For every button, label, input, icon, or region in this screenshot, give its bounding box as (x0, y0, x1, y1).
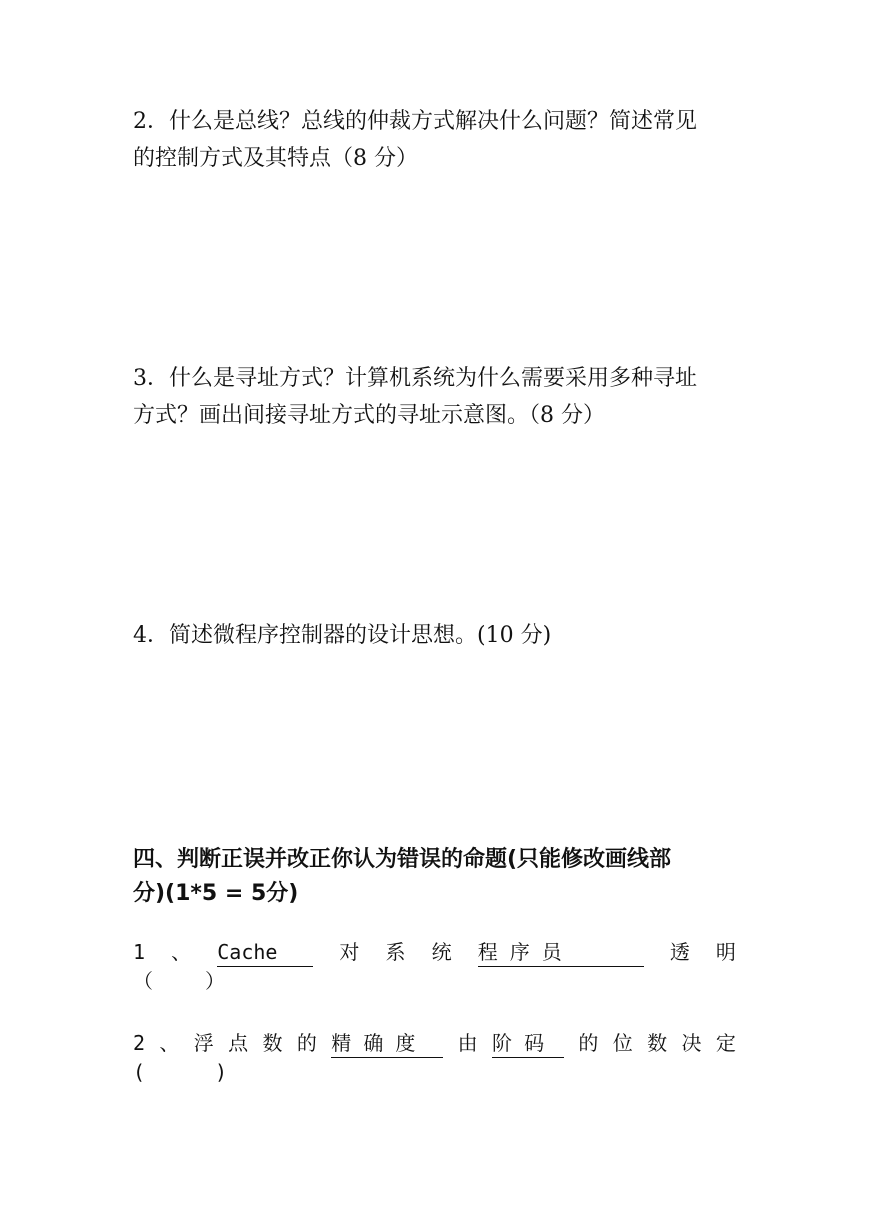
section-4-heading-line-1: 四、判断正误并改正你认为错误的命题(只能修改画线部 (133, 847, 672, 872)
section-4-heading-line-2: 分)(1*5 = 5分) (133, 881, 299, 906)
underlined-term-text: Cache (217, 940, 278, 964)
underlined-term (331, 1029, 443, 1058)
question-2-line-2: 的控制方式及其特点（8 分） (133, 146, 418, 171)
underlined-char: 精 (331, 1031, 352, 1055)
statement-char: 由 (457, 1031, 478, 1055)
section-4-heading (133, 843, 743, 911)
statement-char: 透 (669, 940, 690, 964)
underlined-char: 程 (477, 940, 498, 964)
item-2-statement (133, 1029, 736, 1058)
item-number: 1 (133, 940, 146, 964)
question-2-line-1: 2．什么是总线？总线的仲裁方式解决什么问题？简述常见 (133, 109, 697, 134)
question-4-line-1: 4．简述微程序控制器的设计思想。(10 分) (133, 623, 552, 648)
underlined-char: 确 (363, 1031, 384, 1055)
statement-char: 对 (339, 940, 360, 964)
underlined-char: 码 (524, 1031, 545, 1055)
statement-char: 的 (578, 1031, 599, 1055)
paren-open: ( (133, 1060, 146, 1084)
underlined-term (478, 938, 644, 967)
statement-char: 数 (262, 1031, 283, 1055)
underlined-char: 阶 (492, 1031, 513, 1055)
question-3 (133, 360, 736, 434)
statement-char: 决 (681, 1031, 702, 1055)
statement-char: 浮 (193, 1031, 214, 1055)
underlined-term (217, 938, 313, 967)
question-4 (133, 617, 736, 654)
statement-char: 定 (715, 1031, 736, 1055)
question-3-line-1: 3．什么是寻址方式？计算机系统为什么需要采用多种寻址 (133, 366, 697, 391)
answer-blank (133, 967, 736, 995)
item-1-statement (133, 938, 736, 967)
item-separator: 、 (171, 940, 192, 964)
true-false-item-1 (133, 938, 736, 995)
underlined-term (492, 1029, 564, 1058)
underlined-char: 度 (395, 1031, 416, 1055)
statement-char: 统 (431, 940, 452, 964)
question-2 (133, 103, 736, 177)
answer-blank (133, 1058, 736, 1086)
statement-char: 系 (385, 940, 406, 964)
paren-open: （ (133, 969, 153, 993)
item-number: 2 (133, 1031, 146, 1055)
paren-close: ） (205, 969, 225, 993)
statement-char: 数 (647, 1031, 668, 1055)
paren-close: ) (215, 1060, 228, 1084)
question-3-line-2: 方式？画出间接寻址方式的寻址示意图。（8 分） (133, 403, 605, 428)
item-separator: 、 (159, 1031, 180, 1055)
true-false-item-2 (133, 1029, 736, 1086)
statement-char: 的 (296, 1031, 317, 1055)
statement-char: 明 (715, 940, 736, 964)
underlined-char: 员 (541, 940, 562, 964)
statement-char: 位 (612, 1031, 633, 1055)
statement-char: 点 (228, 1031, 249, 1055)
underlined-char: 序 (509, 940, 530, 964)
